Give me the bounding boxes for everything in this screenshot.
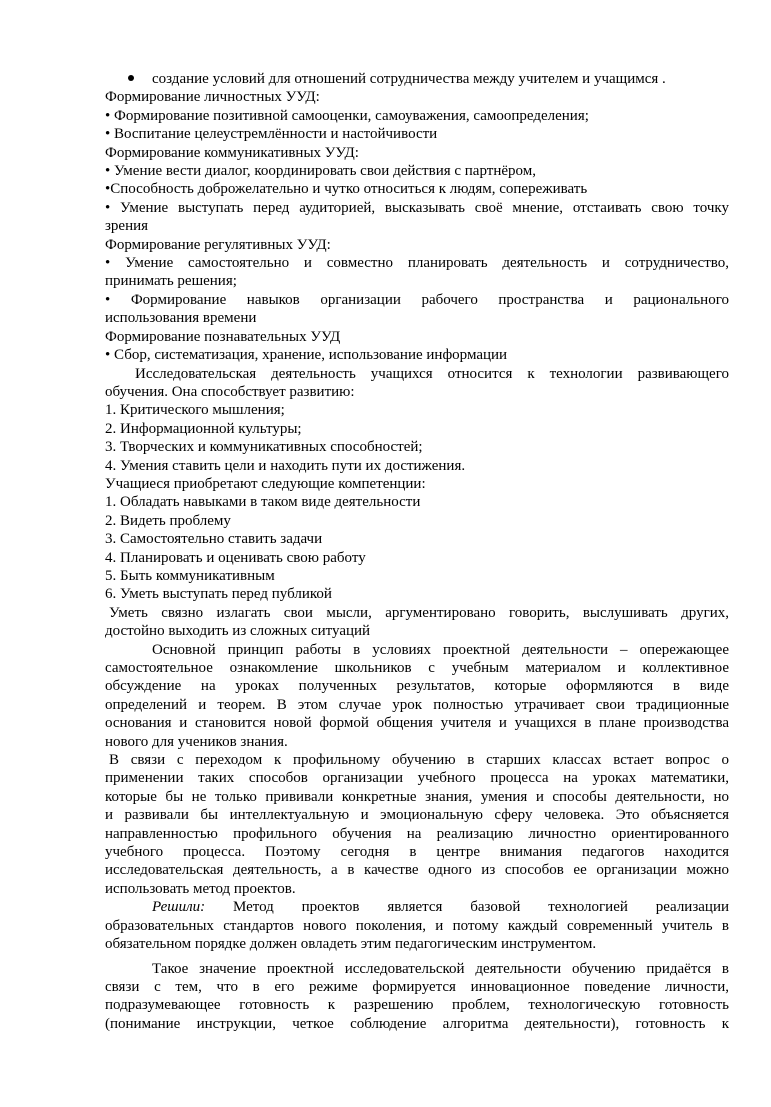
bullet-icon [128,75,134,81]
paragraph-line: нового для учеников знания. [105,733,288,750]
numbered-item: 3. Самостоятельно ставить задачи [105,531,323,548]
emphasis-label: Решили: [152,899,206,916]
list-item: • Сбор, систематизация, хранение, использование информации [105,347,508,364]
numbered-item: 4. Умения ставить цели и находить пути их достижения. [105,457,466,474]
list-item: •Способность доброжелательно и чутко относиться к людям, сопереживать [105,181,588,198]
list-item: • Формирование позитивной самооценки, самоуважения, самоопределения; [105,107,589,124]
paragraph-line: Уметь связно излагать свои мысли, аргументировано говорить, выслушивать других, [109,604,729,621]
paragraph-line: подразумевающее готовность к разрешению проблем, технологическую готовность [105,997,729,1014]
list-item: • Умение выступать перед аудиторией, высказывать своё мнение, отстаивать свою точку [105,199,729,216]
paragraph-line: Решили: Метод проектов является базовой технологией реализации [152,899,730,916]
paragraph-line: самостоятельное ознакомление школьников с учебным материалом и коллективное [105,660,729,676]
section-heading: Формирование познавательных УУД [105,328,341,345]
numbered-item: 5. Быть коммуникативным [105,567,275,584]
numbered-item: 3. Творческих и коммуникативных способностей; [105,439,423,456]
list-item-continuation: принимать решения; [105,273,237,290]
paragraph-line: и развивали бы интеллектуальную и эмоциональную сферу человека. Это объясняется [105,807,729,824]
list-item-continuation: зрения [105,218,149,235]
document-page [105,70,729,1033]
list-item: • Формирование навыков организации рабочего пространства и рационального [105,291,729,308]
list-item-continuation: использования времени [105,310,257,327]
paragraph-line: обучения. Она способствует развитию: [105,383,355,400]
paragraph-line: обязательном порядке должен овладеть этим педагогическим инструментом. [105,936,597,953]
paragraph-line: учебного процесса. Поэтому сегодня в центре внимания педагогов находится [105,844,729,861]
paragraph-line: применении таких способов организации учебного процесса на уроках математики, [105,770,729,787]
list-item: • Воспитание целеустремлённости и настойчивости [105,126,438,143]
paragraph-line: Такое значение проектной исследовательской деятельности обучению придаётся в [152,960,729,977]
paragraph-line: достойно выходить из сложных ситуаций [105,623,371,640]
paragraph-line: направленностью профильного обучения на реализацию личностно ориентированного [105,825,729,842]
paragraph-line: связи с тем, что в его режиме формируется инновационное поведение личности, [105,978,729,995]
paragraph-line: обсуждение на уроках полученных результатов, которые оформляются в виде [105,678,729,695]
numbered-item: 2. Информационной культуры; [105,420,302,437]
list-item: • Умение самостоятельно и совместно планировать деятельность и сотрудничество, [105,255,729,272]
numbered-item: 6. Уметь выступать перед публикой [105,586,332,603]
numbered-item: 1. Обладать навыками в таком виде деятельности [105,494,421,511]
paragraph-line: В связи с переходом к профильному обучению в старших классах встает вопрос о [109,752,729,769]
paragraph-line: которые бы не только прививали конкретные знания, умения и способы деятельности, но [105,788,729,805]
paragraph-line: основания и становится новой формой общения учителя и учащихся в плане производства [105,715,729,732]
paragraph-line: (понимание инструкции, четкое соблюдение алгоритма деятельности), готовность к [105,1015,729,1032]
paragraph-line: Основной принцип работы в условиях проектной деятельности – опережающее [152,641,729,658]
section-heading: Формирование регулятивных УУД: [105,236,331,253]
section-heading: Формирование личностных УУД: [105,89,320,106]
bullet-item: создание условий для отношений сотрудничества между учителем и учащимся . [105,70,729,88]
paragraph-line: образовательных стандартов нового поколения, и потому каждый современный учитель в [105,917,729,934]
paragraph-line: использовать метод проектов. [105,880,296,897]
list-item: • Умение вести диалог, координировать свои действия с партнёром, [105,163,536,180]
paragraph-line: исследовательская деятельность, а в качестве одного из способов ее организации можно [105,862,729,879]
section-heading: Формирование коммуникативных УУД: [105,144,359,161]
paragraph-line: Исследовательская деятельность учащихся относится к технологии развивающего [135,365,729,382]
paragraph-line: определений и теорем. В этом случае урок полностью утрачивает свои традиционные [105,696,729,713]
paragraph-line: Учащиеся приобретают следующие компетенции: [105,475,426,492]
numbered-item: 1. Критического мышления; [105,402,285,419]
numbered-item: 4. Планировать и оценивать свою работу [105,549,366,566]
numbered-item: 2. Видеть проблему [105,512,231,529]
